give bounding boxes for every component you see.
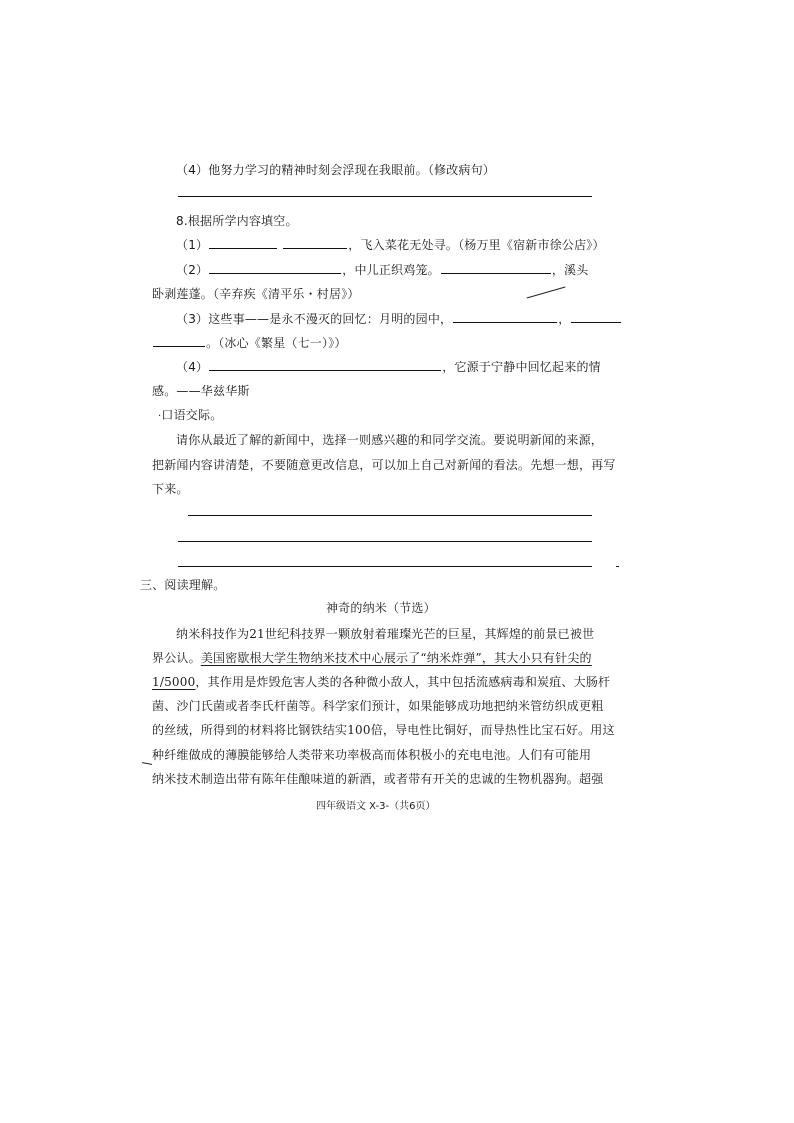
passage-line — [152, 650, 592, 666]
blank-input[interactable] — [209, 262, 341, 274]
passage-line: 纳米技术制造出带有陈年佳酿味道的新酒，或者带有开关的忠诚的生物机器狗。超强 — [152, 772, 604, 786]
q8-title: 8.根据所学内容填空。 — [176, 214, 298, 228]
q8-item-3-source: 。（冰心《繁星（七一）》） — [206, 336, 347, 350]
passage-line: 纳米科技作为21世纪科技界一颗放射着璀璨光芒的巨星，其辉煌的前景已被世 — [176, 627, 595, 641]
q8-item-3-text: （3）这些事——是永不漫灭的回忆：月明的园中， — [176, 312, 453, 326]
stray-mark — [142, 762, 152, 765]
q8-item-4-text: ，它源于宁静中回忆起来的情 — [442, 360, 601, 374]
reading-passage-title: 神奇的纳米（节选） — [326, 601, 436, 615]
passage-line: 菌、沙门氏菌或者李氏杆菌等。科学家们预计，如果能够成功地把纳米管纺织成更粗 — [152, 699, 604, 713]
q8-item-1-number: （1） — [176, 238, 209, 252]
stray-mark — [616, 566, 619, 567]
oral-paragraph-2: 把新闻内容讲清楚，不要随意更改信息，可以加上自己对新闻的看法。先想一想，再写 — [152, 458, 616, 472]
oral-paragraph-1: 请你从最近了解的新闻中，选择一则感兴趣的和同学交流。要说明新闻的来源， — [176, 433, 604, 447]
q8-item-4 — [176, 359, 601, 375]
q7-4-prompt: （4）他努力学习的精神时刻会浮现在我眼前。（修改病句） — [176, 163, 496, 177]
answer-line[interactable] — [178, 566, 592, 567]
q8-item-1-text: ，飞入菜花无处寻。（杨万里《宿新市徐公店》） — [348, 238, 605, 252]
q8-item-2-text: ，中儿正织鸡笼。 — [342, 263, 440, 277]
q8-item-2-number: （2） — [176, 263, 209, 277]
q8-item-2-line2: 卧剥莲蓬。（辛弃疾《清平乐・村居》） — [152, 287, 360, 301]
oral-title-text: 口语交际。 — [161, 408, 223, 422]
answer-line[interactable] — [178, 196, 592, 197]
q8-item-3-line2 — [152, 335, 347, 351]
page-footer: 四年级语文 X-3-（共6页） — [316, 801, 436, 812]
passage-line — [152, 674, 610, 690]
reading-section-title: 三、阅读理解。 — [140, 578, 226, 592]
blank-input[interactable] — [153, 335, 205, 347]
blank-input[interactable] — [283, 237, 347, 249]
q8-item-2 — [176, 262, 588, 278]
stray-mark — [527, 287, 566, 299]
oral-paragraph-3: 下来。 — [152, 482, 189, 496]
blank-input[interactable] — [209, 359, 441, 371]
answer-line[interactable] — [178, 541, 592, 542]
passage-text: 界公认。 — [152, 651, 201, 665]
passage-line: 种纤维做成的薄膜能够给人类带来功率极高而体积极小的充电电池。人们有可能用 — [152, 748, 592, 762]
passage-line: 的丝绒，所得到的材料将比钢铁结实100倍，导电性比铜好，而导热性比宝石好。用这 — [152, 723, 615, 737]
blank-input[interactable] — [441, 262, 551, 274]
q8-item-3-comma: ， — [558, 312, 571, 326]
underlined-sentence: 1/5000 — [152, 675, 196, 689]
q8-item-4-number: （4） — [176, 360, 209, 374]
underlined-sentence: 美国密歇根大学生物纳米技术中心展示了“纳米炸弹”，其大小只有针尖的 — [200, 651, 592, 665]
q8-item-1 — [176, 237, 605, 253]
blank-input[interactable] — [571, 311, 621, 323]
oral-title: ·口语交际。 — [158, 408, 223, 422]
blank-input[interactable] — [453, 311, 557, 323]
blank-input[interactable] — [209, 237, 277, 249]
q8-item-4-line2: 感。——华兹华斯 — [152, 384, 250, 398]
passage-text: ，其作用是炸毁危害人类的各种微小敌人，其中包括流感病毒和炭疽、大肠杆 — [195, 675, 611, 689]
q8-item-3 — [176, 311, 622, 327]
answer-line[interactable] — [188, 515, 592, 516]
q8-item-2-tail: ，溪头 — [551, 263, 589, 277]
